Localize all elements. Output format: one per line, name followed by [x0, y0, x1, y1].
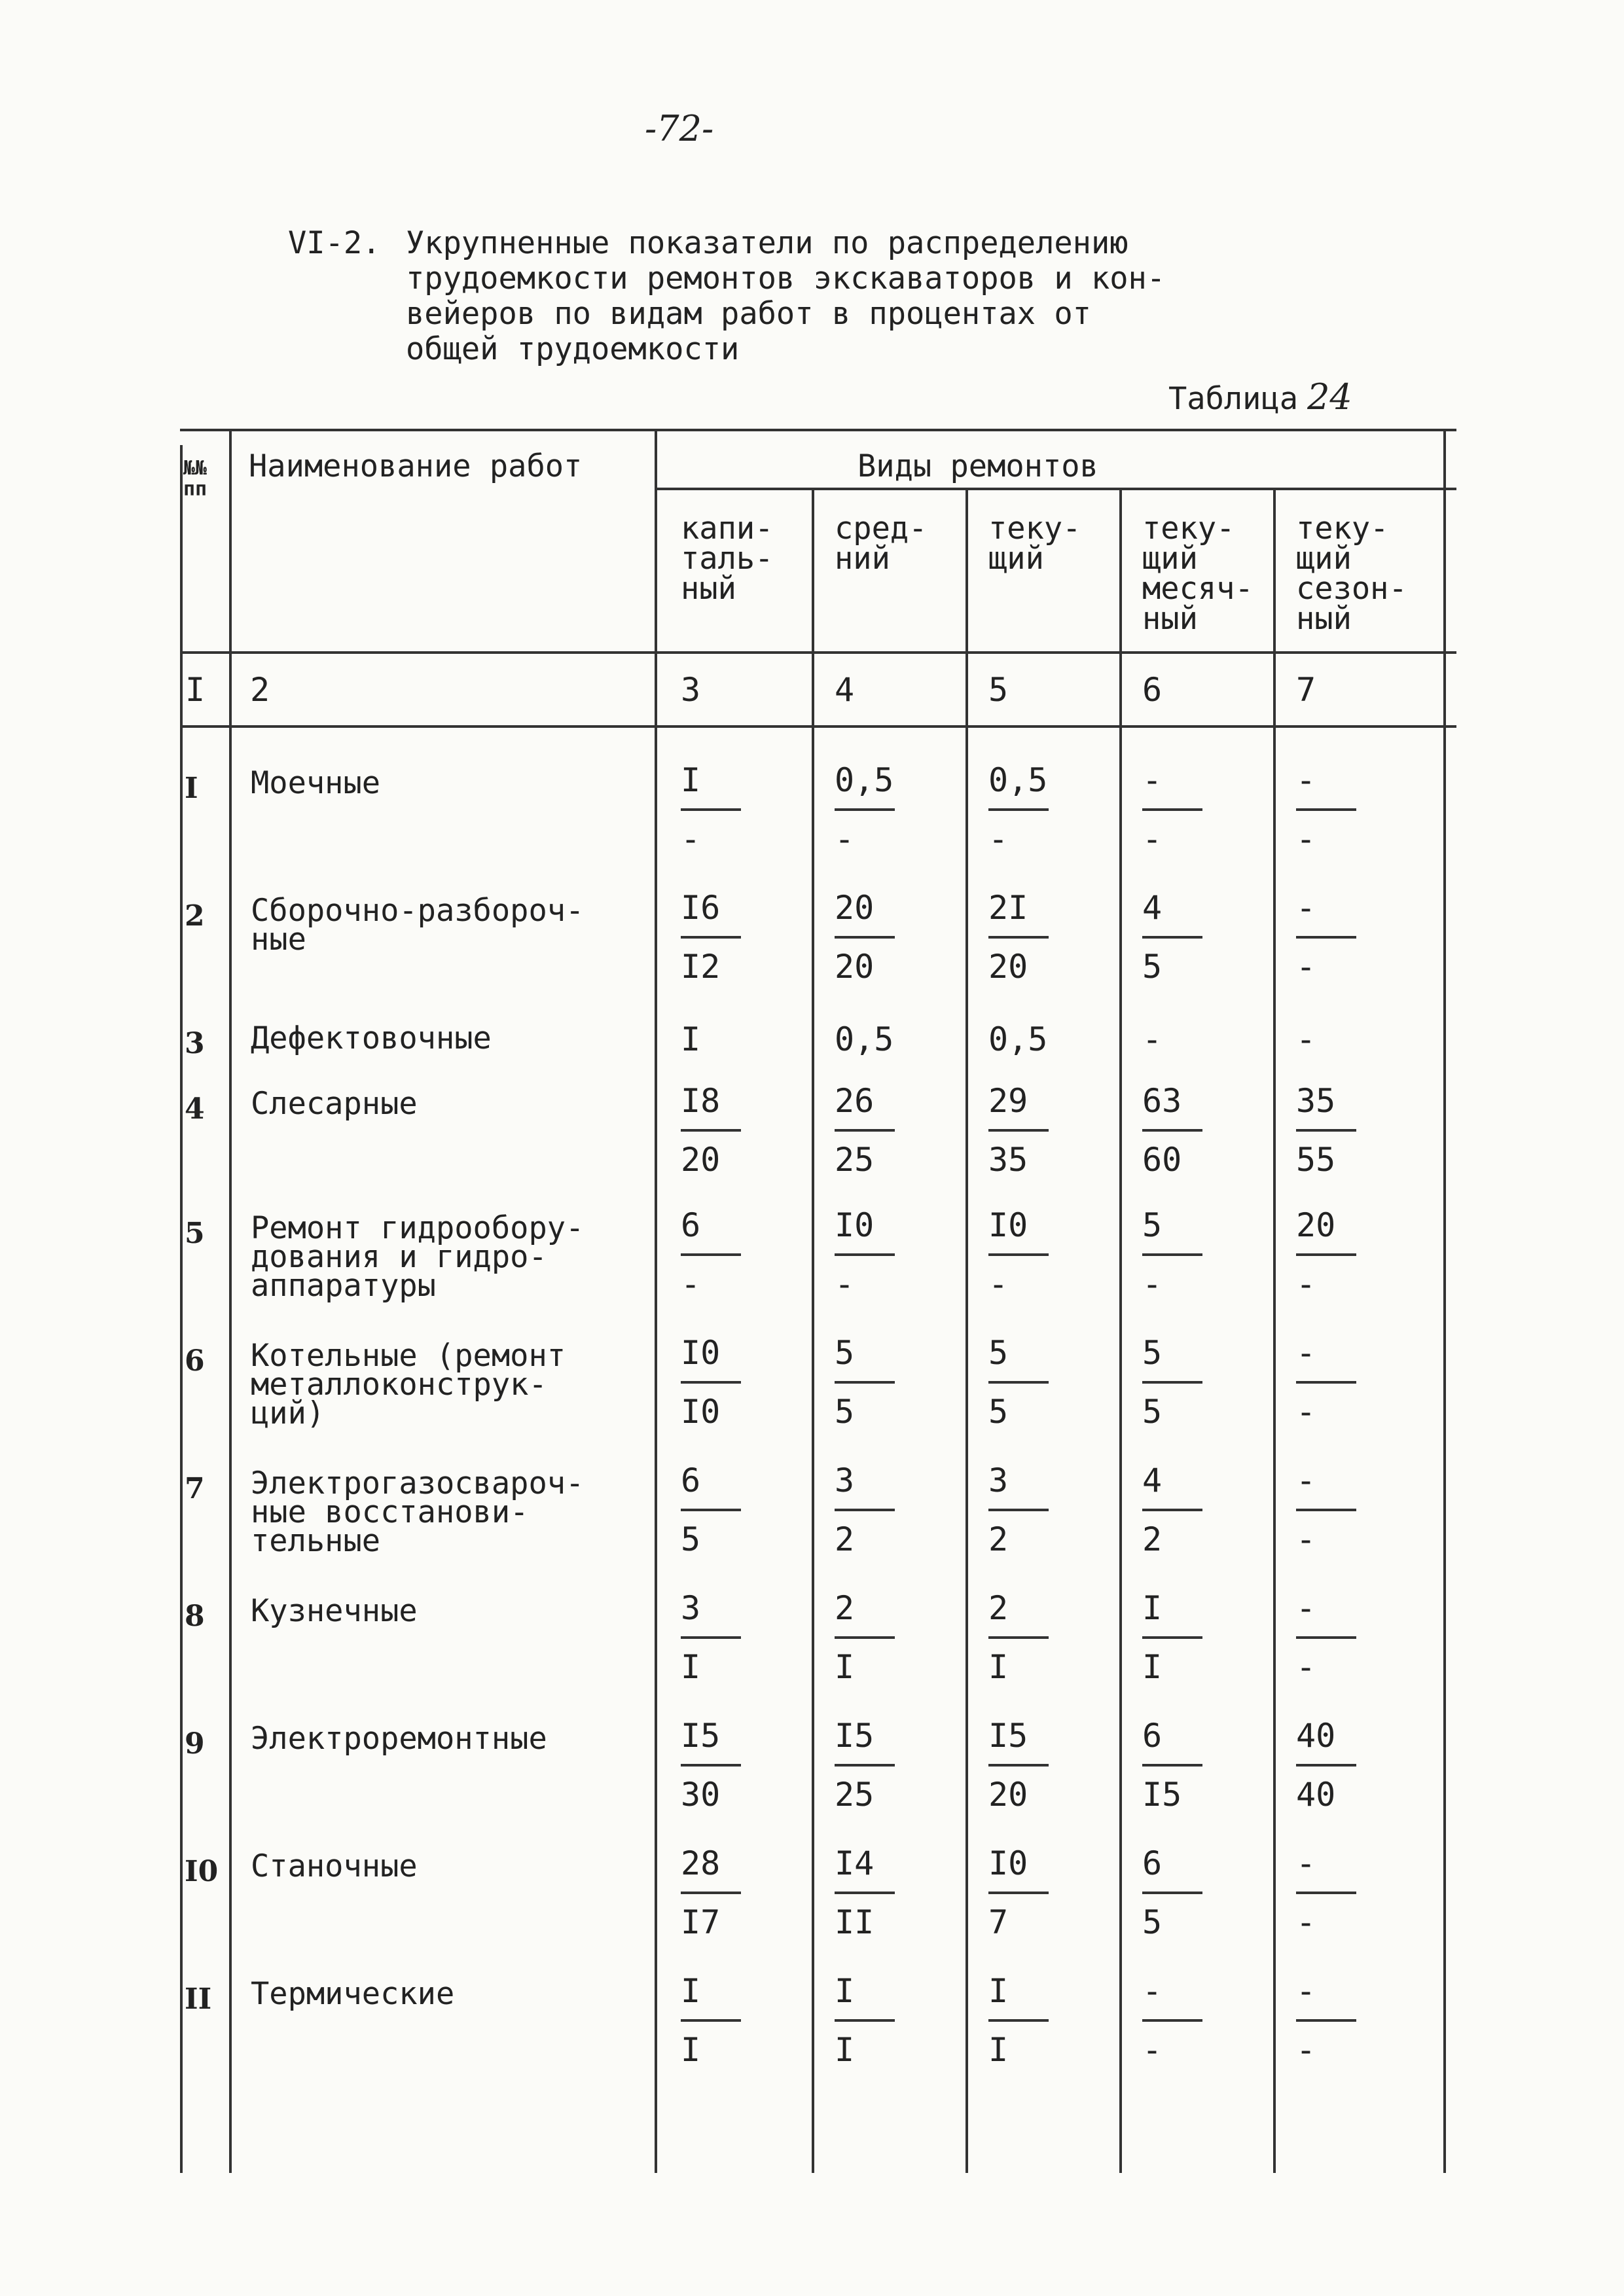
- value-denominator: 2: [835, 1520, 855, 1558]
- row-number: 3: [185, 1027, 205, 1060]
- value-numerator: I: [1142, 1589, 1163, 1627]
- fraction-bar: [681, 936, 741, 939]
- fraction-bar: [835, 2019, 895, 2022]
- value-numerator: I4: [835, 1844, 875, 1882]
- value-numerator: 3: [681, 1589, 701, 1627]
- value-numerator: I6: [681, 889, 721, 927]
- value-numerator: 0,5: [835, 761, 894, 799]
- value-denominator: -: [988, 820, 1009, 858]
- row-number: 2: [185, 899, 205, 933]
- value-denominator: 5: [681, 1520, 701, 1558]
- value-numerator: I0: [988, 1844, 1028, 1882]
- work-name: Моечные: [251, 765, 381, 801]
- table-line: [1119, 488, 1122, 2173]
- value-denominator: 25: [835, 1141, 875, 1179]
- fraction-bar: [1296, 2019, 1356, 2022]
- column-number: 3: [681, 671, 701, 709]
- fraction-bar: [835, 936, 895, 939]
- value-denominator: 25: [835, 1776, 875, 1814]
- value-denominator: -: [1296, 1903, 1316, 1941]
- fraction-bar: [1142, 1764, 1202, 1767]
- fraction-bar: [681, 1764, 741, 1767]
- fraction-bar: [988, 1381, 1049, 1384]
- fraction-bar: [835, 808, 895, 811]
- fraction-bar: [1296, 1129, 1356, 1132]
- value-numerator: 2: [835, 1589, 855, 1627]
- header-current-seasonal: теку- щий сезон- ный: [1296, 511, 1407, 637]
- table-line: [180, 651, 1456, 654]
- table-line: [1443, 429, 1446, 2173]
- value-denominator: I: [1142, 1648, 1163, 1686]
- value-numerator: 5: [1142, 1334, 1163, 1372]
- fraction-bar: [1296, 1764, 1356, 1767]
- fraction-bar: [1296, 1636, 1356, 1639]
- fraction-bar: [1142, 808, 1202, 811]
- value-denominator: I2: [681, 948, 721, 986]
- value-denominator: I5: [1142, 1776, 1182, 1814]
- value-denominator: -: [1296, 820, 1316, 858]
- fraction-bar: [835, 1129, 895, 1132]
- value-single: 0,5: [835, 1020, 894, 1058]
- value-denominator: 20: [988, 948, 1028, 986]
- fraction-bar: [1142, 1253, 1202, 1256]
- section-number: VI-2.: [288, 225, 381, 261]
- fraction-bar: [681, 2019, 741, 2022]
- fraction-bar: [988, 1892, 1049, 1894]
- fraction-bar: [835, 1253, 895, 1256]
- fraction-bar: [1142, 1129, 1202, 1132]
- value-numerator: I: [681, 1972, 701, 2010]
- table-line: [180, 445, 183, 2173]
- table-caption-label: Таблица: [1168, 381, 1299, 417]
- value-denominator: 20: [835, 948, 875, 986]
- work-name: Электроремонтные: [251, 1721, 547, 1757]
- value-numerator: I5: [988, 1717, 1028, 1755]
- value-denominator: II: [835, 1903, 875, 1941]
- fraction-bar: [1142, 1636, 1202, 1639]
- fraction-bar: [835, 1381, 895, 1384]
- fraction-bar: [681, 1636, 741, 1639]
- table-line: [180, 725, 1456, 728]
- value-numerator: 5: [988, 1334, 1009, 1372]
- value-denominator: 35: [988, 1141, 1028, 1179]
- value-single: -: [1296, 1020, 1316, 1058]
- table-line: [180, 429, 1456, 431]
- value-numerator: 2I: [988, 889, 1028, 927]
- header-current-monthly: теку- щий месяч- ный: [1142, 511, 1254, 637]
- fraction-bar: [1296, 808, 1356, 811]
- value-denominator: -: [1142, 2031, 1163, 2069]
- fraction-bar: [1296, 1253, 1356, 1256]
- value-numerator: -: [1296, 1462, 1316, 1499]
- value-numerator: I5: [835, 1717, 875, 1755]
- value-numerator: -: [1142, 1972, 1163, 2010]
- fraction-bar: [1296, 1892, 1356, 1894]
- value-numerator: 6: [681, 1206, 701, 1244]
- value-single: -: [1142, 1020, 1163, 1058]
- value-single: I: [681, 1020, 701, 1058]
- value-denominator: 5: [1142, 948, 1163, 986]
- table-line: [655, 429, 657, 2173]
- value-denominator: 20: [988, 1776, 1028, 1814]
- value-numerator: 63: [1142, 1082, 1182, 1120]
- fraction-bar: [988, 1129, 1049, 1132]
- value-denominator: 2: [1142, 1520, 1163, 1558]
- value-denominator: 30: [681, 1776, 721, 1814]
- value-numerator: 40: [1296, 1717, 1336, 1755]
- table-line: [1273, 488, 1276, 2173]
- value-numerator: 35: [1296, 1082, 1336, 1120]
- value-numerator: 6: [1142, 1717, 1163, 1755]
- value-denominator: -: [681, 820, 701, 858]
- fraction-bar: [988, 1253, 1049, 1256]
- fraction-bar: [835, 1509, 895, 1511]
- value-numerator: -: [1142, 761, 1163, 799]
- value-numerator: -: [1296, 1589, 1316, 1627]
- value-numerator: I0: [988, 1206, 1028, 1244]
- value-denominator: -: [1296, 2031, 1316, 2069]
- value-denominator: I: [681, 1648, 701, 1686]
- column-number: 7: [1296, 671, 1316, 709]
- value-numerator: I0: [681, 1334, 721, 1372]
- column-number: 2: [250, 671, 270, 709]
- work-name: Слесарные: [251, 1086, 418, 1122]
- table-line: [965, 488, 968, 2173]
- value-numerator: 20: [1296, 1206, 1336, 1244]
- value-numerator: 3: [835, 1462, 855, 1499]
- fraction-bar: [1142, 1381, 1202, 1384]
- value-denominator: I: [988, 2031, 1009, 2069]
- header-repair-types: Виды ремонтов: [857, 448, 1098, 484]
- fraction-bar: [988, 1509, 1049, 1511]
- value-denominator: -: [988, 1265, 1009, 1303]
- fraction-bar: [988, 2019, 1049, 2022]
- value-denominator: 5: [1142, 1393, 1163, 1431]
- work-name: Ремонт гидрообору- дования и гидро- аппаратуры: [251, 1210, 585, 1304]
- column-number: 4: [835, 671, 855, 709]
- value-denominator: -: [1296, 1265, 1316, 1303]
- value-denominator: I0: [681, 1393, 721, 1431]
- fraction-bar: [835, 1636, 895, 1639]
- row-number: 6: [185, 1344, 205, 1378]
- value-numerator: I0: [835, 1206, 875, 1244]
- value-numerator: 2: [988, 1589, 1009, 1627]
- value-denominator: 5: [1142, 1903, 1163, 1941]
- row-number: I0: [185, 1855, 219, 1888]
- work-name: Котельные (ремонт металлоконструк- ций): [251, 1338, 566, 1431]
- value-numerator: -: [1296, 1844, 1316, 1882]
- row-number: II: [185, 1982, 212, 2016]
- header-name-col: Наименование работ: [249, 448, 583, 484]
- value-numerator: I: [988, 1972, 1009, 2010]
- value-denominator: 5: [835, 1393, 855, 1431]
- value-numerator: I5: [681, 1717, 721, 1755]
- value-denominator: 40: [1296, 1776, 1336, 1814]
- value-denominator: -: [681, 1265, 701, 1303]
- fraction-bar: [681, 1509, 741, 1511]
- value-numerator: I8: [681, 1082, 721, 1120]
- table-line: [812, 488, 814, 2173]
- fraction-bar: [681, 1129, 741, 1132]
- fraction-bar: [1142, 1509, 1202, 1511]
- value-numerator: 0,5: [988, 761, 1048, 799]
- work-name: Кузнечные: [251, 1593, 418, 1629]
- value-numerator: 5: [1142, 1206, 1163, 1244]
- row-number: 4: [185, 1092, 205, 1126]
- column-number: 6: [1142, 671, 1163, 709]
- value-numerator: -: [1296, 1334, 1316, 1372]
- value-denominator: I: [835, 2031, 855, 2069]
- value-denominator: -: [1296, 1393, 1316, 1431]
- fraction-bar: [988, 1636, 1049, 1639]
- value-denominator: -: [1142, 820, 1163, 858]
- section-title: Укрупненные показатели по распределению трудоемкости ремонтов экскаваторов и кон- вейеров по видам работ в процентах от общей трудоемкости: [406, 225, 1166, 367]
- fraction-bar: [681, 808, 741, 811]
- value-numerator: -: [1296, 889, 1316, 927]
- fraction-bar: [1142, 936, 1202, 939]
- row-number: 7: [185, 1472, 205, 1505]
- fraction-bar: [1142, 1892, 1202, 1894]
- value-denominator: I: [988, 1648, 1009, 1686]
- value-numerator: 6: [1142, 1844, 1163, 1882]
- value-denominator: -: [1296, 1648, 1316, 1686]
- fraction-bar: [988, 808, 1049, 811]
- row-number: 5: [185, 1217, 205, 1250]
- work-name: Электрогазосвароч- ные восстанови- тельные: [251, 1465, 585, 1559]
- page-number: -72-: [645, 108, 714, 149]
- header-num-col: №№ пп: [183, 457, 208, 501]
- fraction-bar: [988, 1764, 1049, 1767]
- row-number: I: [185, 772, 198, 805]
- value-denominator: 60: [1142, 1141, 1182, 1179]
- value-numerator: 20: [835, 889, 875, 927]
- fraction-bar: [681, 1892, 741, 1894]
- header-capital: капи- таль- ный: [681, 511, 774, 607]
- value-denominator: -: [835, 1265, 855, 1303]
- value-denominator: -: [1296, 1520, 1316, 1558]
- value-numerator: I: [681, 761, 701, 799]
- fraction-bar: [681, 1381, 741, 1384]
- fraction-bar: [681, 1253, 741, 1256]
- fraction-bar: [1296, 1509, 1356, 1511]
- value-denominator: 7: [988, 1903, 1009, 1941]
- value-denominator: 2: [988, 1520, 1009, 1558]
- value-denominator: I: [835, 1648, 855, 1686]
- fraction-bar: [988, 936, 1049, 939]
- fraction-bar: [1296, 936, 1356, 939]
- value-numerator: 6: [681, 1462, 701, 1499]
- value-numerator: 4: [1142, 889, 1163, 927]
- header-current: теку- щий: [988, 511, 1081, 577]
- row-number: 8: [185, 1600, 205, 1633]
- column-number: I: [185, 671, 206, 709]
- table-line: [655, 488, 1456, 490]
- value-denominator: 55: [1296, 1141, 1336, 1179]
- fraction-bar: [835, 1764, 895, 1767]
- column-number: 5: [988, 671, 1009, 709]
- value-denominator: 20: [681, 1141, 721, 1179]
- value-denominator: -: [835, 820, 855, 858]
- value-numerator: 4: [1142, 1462, 1163, 1499]
- value-numerator: -: [1296, 1972, 1316, 2010]
- value-numerator: I: [835, 1972, 855, 2010]
- work-name: Термические: [251, 1976, 455, 2012]
- value-denominator: -: [1142, 1265, 1163, 1303]
- value-numerator: 28: [681, 1844, 721, 1882]
- value-denominator: I7: [681, 1903, 721, 1941]
- fraction-bar: [1296, 1381, 1356, 1384]
- value-numerator: -: [1296, 761, 1316, 799]
- value-single: 0,5: [988, 1020, 1048, 1058]
- value-denominator: 5: [988, 1393, 1009, 1431]
- value-numerator: 3: [988, 1462, 1009, 1499]
- work-name: Дефектовочные: [251, 1020, 492, 1056]
- table-caption: [1168, 376, 1352, 418]
- section-heading: [288, 226, 1270, 367]
- work-name: Сборочно-разбороч- ные: [251, 893, 585, 958]
- value-denominator: -: [1296, 948, 1316, 986]
- value-numerator: 26: [835, 1082, 875, 1120]
- table-caption-number: 24: [1307, 376, 1352, 418]
- value-denominator: I: [681, 2031, 701, 2069]
- fraction-bar: [1142, 2019, 1202, 2022]
- value-numerator: 5: [835, 1334, 855, 1372]
- work-name: Станочные: [251, 1848, 418, 1884]
- fraction-bar: [835, 1892, 895, 1894]
- value-numerator: 29: [988, 1082, 1028, 1120]
- row-number: 9: [185, 1727, 205, 1761]
- table-line: [229, 429, 232, 2173]
- header-medium: сред- ний: [835, 511, 928, 577]
